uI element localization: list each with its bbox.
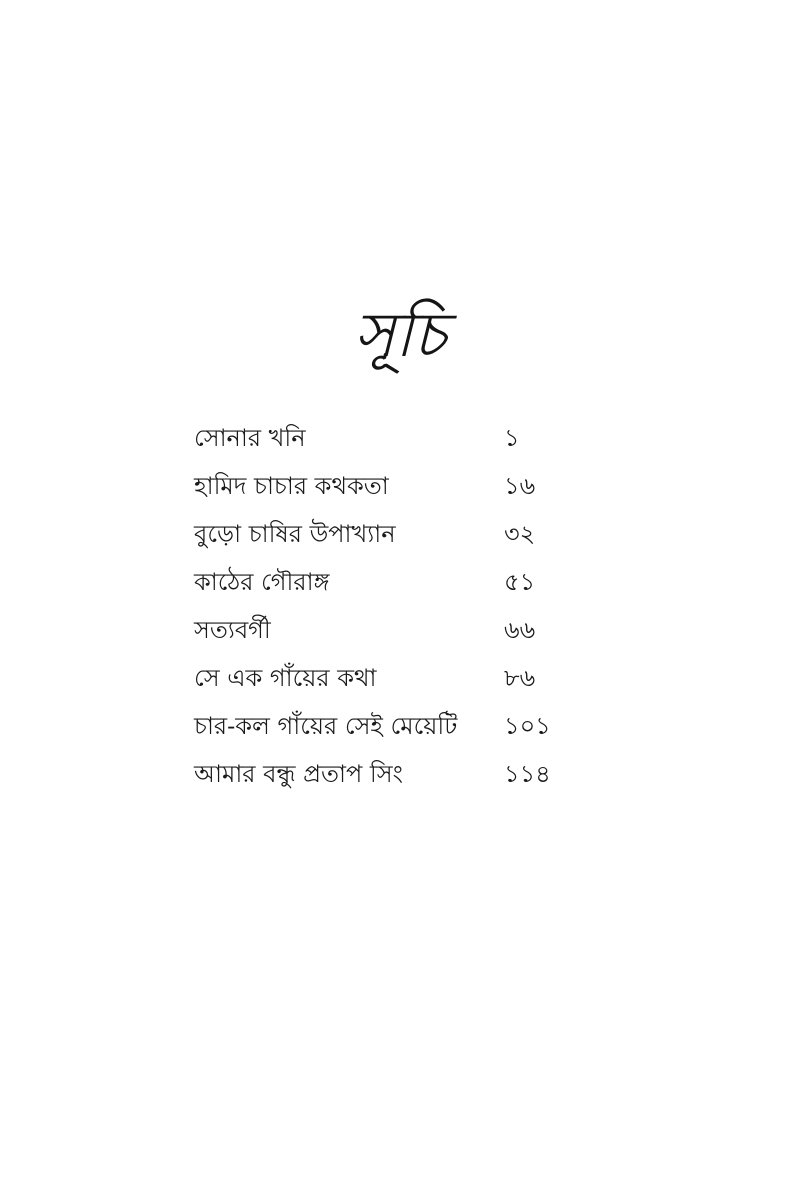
toc-entry-page: ৮৬ <box>504 664 536 692</box>
toc-entry-page: ১১৪ <box>504 760 551 788</box>
toc-entry-page: ৩২ <box>504 520 536 548</box>
toc-entry-title: কাঠের গৌরাঙ্গ <box>194 568 330 596</box>
page-title: সূচি <box>353 298 447 371</box>
toc-entry-page: ১ <box>504 424 520 452</box>
toc-entry-page: ১৬ <box>504 472 536 500</box>
toc-entry-page: ৬৬ <box>504 616 536 644</box>
toc-entry <box>194 462 614 510</box>
toc-entry <box>194 702 614 750</box>
toc-entry-title: চার-কল গাঁয়ের সেই মেয়েটি <box>194 712 458 740</box>
toc-entry <box>194 558 614 606</box>
toc-entry <box>194 750 614 798</box>
toc-entry-title: সোনার খনি <box>194 424 306 452</box>
toc-entry-page: ১০১ <box>504 712 551 740</box>
toc-entry-page: ৫১ <box>504 568 536 596</box>
toc-entry <box>194 654 614 702</box>
toc-entry-title: হামিদ চাচার কথকতা <box>194 472 389 500</box>
toc-entry <box>194 414 614 462</box>
toc-entry-title: বুড়ো চাষির উপাখ্যান <box>194 520 396 548</box>
toc-entry <box>194 510 614 558</box>
toc-entry <box>194 606 614 654</box>
toc-entry-title: আমার বন্ধু প্রতাপ সিং <box>194 760 403 788</box>
table-of-contents <box>194 414 614 798</box>
toc-entry-title: সে এক গাঁয়ের কথা <box>194 664 377 692</box>
toc-entry-title: সত্যবর্গী <box>194 616 271 644</box>
